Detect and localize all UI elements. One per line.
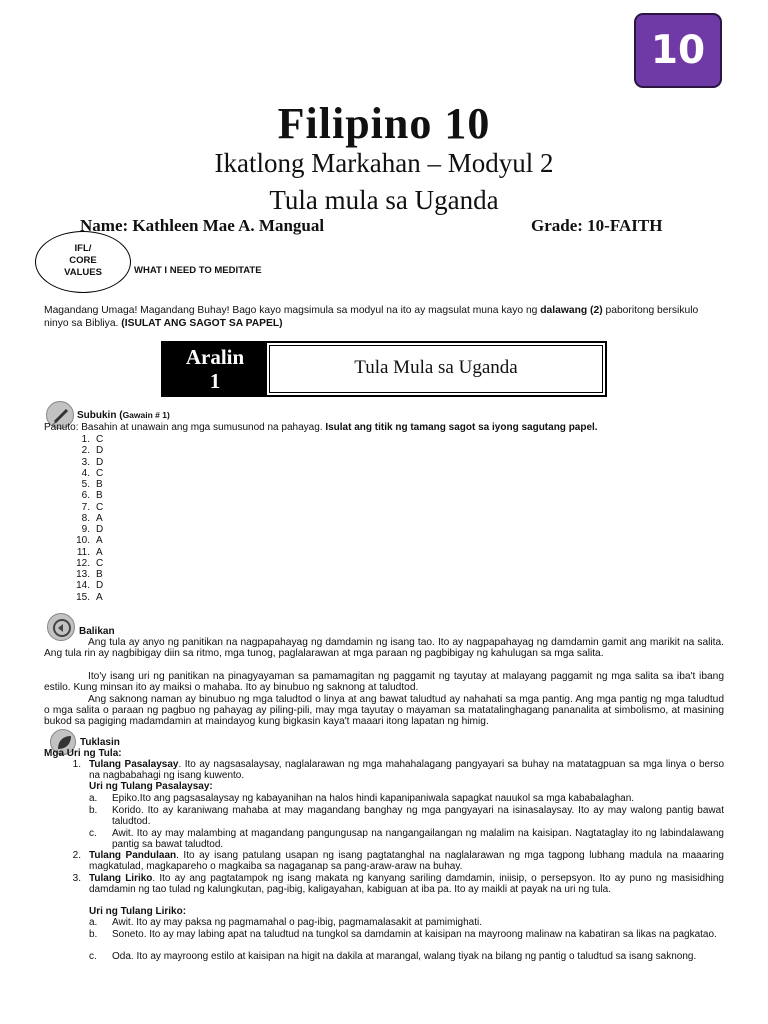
- item-number: 3.: [72, 873, 81, 884]
- answer-letter: A: [96, 546, 103, 558]
- sub-item-letter: a.: [89, 793, 98, 804]
- answer-number: 5.: [81, 479, 90, 490]
- module-title: Filipino 10: [277, 99, 491, 148]
- answer-letter: A: [96, 512, 103, 524]
- answer-number: 1.: [81, 434, 90, 445]
- answer-item: [66, 468, 103, 479]
- answer-letter: B: [96, 569, 103, 580]
- ifl-label: IFL/ CORE VALUES: [64, 243, 102, 278]
- sub-item-text: Awit. Ito ay may paksa ng pagmamahal o pag-ibig, pagmamalasakit at pamimighati.: [112, 917, 483, 928]
- answer-item: [66, 569, 103, 580]
- balikan-heading: Balikan: [79, 626, 115, 637]
- sub-item-letter: b.: [89, 929, 98, 940]
- answer-letter: A: [96, 535, 103, 547]
- types-of-poems-heading: Mga Uri ng Tula:: [44, 748, 122, 759]
- answer-item: [66, 547, 103, 558]
- answer-number: 4.: [81, 467, 90, 479]
- answer-item: [66, 592, 103, 603]
- answer-number: 7.: [81, 501, 90, 513]
- meditate-heading: WHAT I NEED TO MEDITATE: [134, 265, 262, 276]
- answer-letter: D: [96, 524, 104, 535]
- sub-item-letter: a.: [89, 917, 98, 928]
- answer-number: 6.: [81, 490, 90, 502]
- sub-item-letter: b.: [89, 805, 98, 816]
- lesson-title: Tula mula sa Uganda: [269, 185, 499, 215]
- answer-item: [66, 434, 103, 445]
- answer-number: 10.: [76, 535, 90, 547]
- answer-item: [66, 445, 103, 456]
- answer-letter: A: [96, 591, 103, 603]
- aralin-label: Aralin 1: [163, 343, 267, 395]
- balikan-paragraph-3: Ang saknong naman ay binubuo ng mga taludtod o linya at ang bawat taludtud ay nahahati sa mga pantig. Ang mga pantig ng mga taludtud o mga salita o paraan ng pagbuo ng pahayag ay piling-pili, may mga tayutay o mayaman sa matatalinghagang pananalita at simbolismo, at masining bukod sa pagiging madamdamin at maindayog kung bigkasin kaya't maaari itong lapatan ng himig.: [44, 694, 724, 728]
- answer-item: [66, 558, 103, 569]
- liriko-types-heading: Uri ng Tulang Liriko:: [89, 906, 187, 917]
- subukin-instructions: Panuto: Basahin at unawain ang mga sumusunod na pahayag. Isulat ang titik ng tamang sagot sa iyong sagutang papel.: [44, 422, 598, 433]
- balikan-paragraph-1: Ang tula ay anyo ng panitikan na nagpapahayag ng damdamin ng isang tao. Ito ay nagpapahayag ng damdamin gamit ang marikit na salita. Ang tula rin ay nagbibigay diin sa ritmo, mga tunog, paglalarawan at mga paraan ng pagbibigay ng kahulugan sa mga salita.: [44, 637, 724, 660]
- answer-letter: D: [96, 580, 104, 592]
- answer-number: 13.: [76, 569, 90, 580]
- answer-item: [66, 535, 103, 546]
- pasalaysay-types-heading: Uri ng Tulang Pasalaysay:: [89, 781, 213, 792]
- tuklasin-heading: Tuklasin: [80, 737, 120, 748]
- sub-item-letter: c.: [89, 951, 97, 962]
- answer-item: [66, 502, 103, 513]
- answer-letter: B: [96, 490, 103, 502]
- sub-item-letter: c.: [89, 828, 97, 839]
- module-subtitle: Ikatlong Markahan – Modyul 2: [214, 148, 554, 178]
- sub-item-text: Soneto. Ito ay may labing apat na taludtud na tungkol sa damdamin at kaisipan na mayroong malinaw na kabatiran sa likas na pagkatao.: [112, 929, 717, 940]
- answer-number: 9.: [81, 524, 90, 535]
- answer-number: 14.: [76, 580, 90, 592]
- answer-letter: C: [96, 467, 104, 479]
- balikan-paragraph-2: Ito'y isang uri ng panitikan na pinagyayaman sa pamamagitan ng paggamit ng tayutay at malayang paggamit ng mga salita sa iba't ibang estilo. Kung minsan ito ay maiksi o mahaba. Ito ay binubuo ng saknong at taludtod.: [44, 671, 724, 694]
- sub-item-text: Korido. Ito ay karaniwang mahaba at may magandang banghay ng mga pangyayari na isinasalaysay. Ito ay may walong pantig bawat taludtod.: [112, 805, 724, 827]
- answer-item: [66, 513, 103, 524]
- answer-number: 8.: [81, 512, 90, 524]
- answer-letter: C: [96, 434, 104, 445]
- item-number: 1.: [72, 759, 81, 770]
- student-name: Name: Kathleen Mae A. Mangual: [80, 216, 325, 235]
- tulang-pasalaysay: Tulang Pasalaysay. Ito ay nagsasalaysay, naglalarawan ng mga mahahalagang pangyayari sa buhay na matatagpuan sa mga linya o berso na nagbabahagi ng isang kuwento.: [89, 759, 725, 781]
- answer-letter: B: [96, 479, 103, 490]
- item-number: 2.: [72, 850, 81, 861]
- student-grade: Grade: 10-FAITH: [531, 216, 663, 235]
- answer-number: 12.: [76, 557, 90, 569]
- answer-list: [66, 434, 103, 603]
- subukin-heading: Subukin (Gawain # 1): [77, 410, 170, 421]
- answer-item: [66, 580, 103, 591]
- answer-item: [66, 524, 103, 535]
- intro-paragraph: Magandang Umaga! Magandang Buhay! Bago kayo magsimula sa modyul na ito ay magsulat muna kayo ng dalawang (2) paboritong bersikulo ninyo sa Bibliya. (ISULAT ANG SAGOT SA PAPEL): [44, 305, 699, 329]
- aralin-title: Tula Mula sa Uganda: [354, 357, 518, 378]
- answer-letter: C: [96, 501, 104, 513]
- grade-badge: 10: [634, 13, 722, 88]
- tulang-pandulaan: Tulang Pandulaan. Ito ay isang patulang usapan ng isang pagtatanghal na naglalarawan ng mga tagpong lubhang madula na maaaring magkatulad, magkapareho o magkaiba sa nagaganap sa pang-araw-araw na buhay.: [89, 850, 724, 872]
- answer-number: 2.: [81, 445, 90, 457]
- answer-item: [66, 457, 103, 468]
- sub-item-text: Epiko.Ito ang pagsasalaysay ng kabayanihan na halos hindi kapanipaniwala sapagkat nauukol sa mga kababalaghan.: [112, 793, 635, 804]
- tulang-liriko: Tulang Liriko. Ito ay ang pagtatampok ng isang makata ng kanyang sariling damdamin, iniisip, o persepsyon. Ito ay puno ng masisidhing damdamin ng tao tulad ng kalungkutan, pag-ibig, kaligayahan, kabiguan at iba pa. Ito ay maikli at payak na uri ng tula.: [89, 873, 724, 895]
- answer-item: [66, 490, 103, 501]
- answer-item: [66, 479, 103, 490]
- answer-letter: C: [96, 557, 104, 569]
- answer-number: 15.: [76, 591, 90, 603]
- answer-number: 11.: [76, 546, 90, 558]
- sub-item-text: Awit. Ito ay may malambing at magandang pangungusap na nangangailangan ng malalim na kaisipan. Nagtataglay ito ng labindalawang pantig sa bawat taludtod.: [112, 828, 724, 850]
- answer-number: 3.: [81, 456, 90, 468]
- sub-item-text: Oda. Ito ay mayroong estilo at kaisipan na higit na dakila at marangal, walang tiyak na bilang ng pantig o taludtud sa isang saknong.: [112, 951, 697, 962]
- answer-letter: D: [96, 456, 104, 468]
- answer-letter: D: [96, 445, 104, 457]
